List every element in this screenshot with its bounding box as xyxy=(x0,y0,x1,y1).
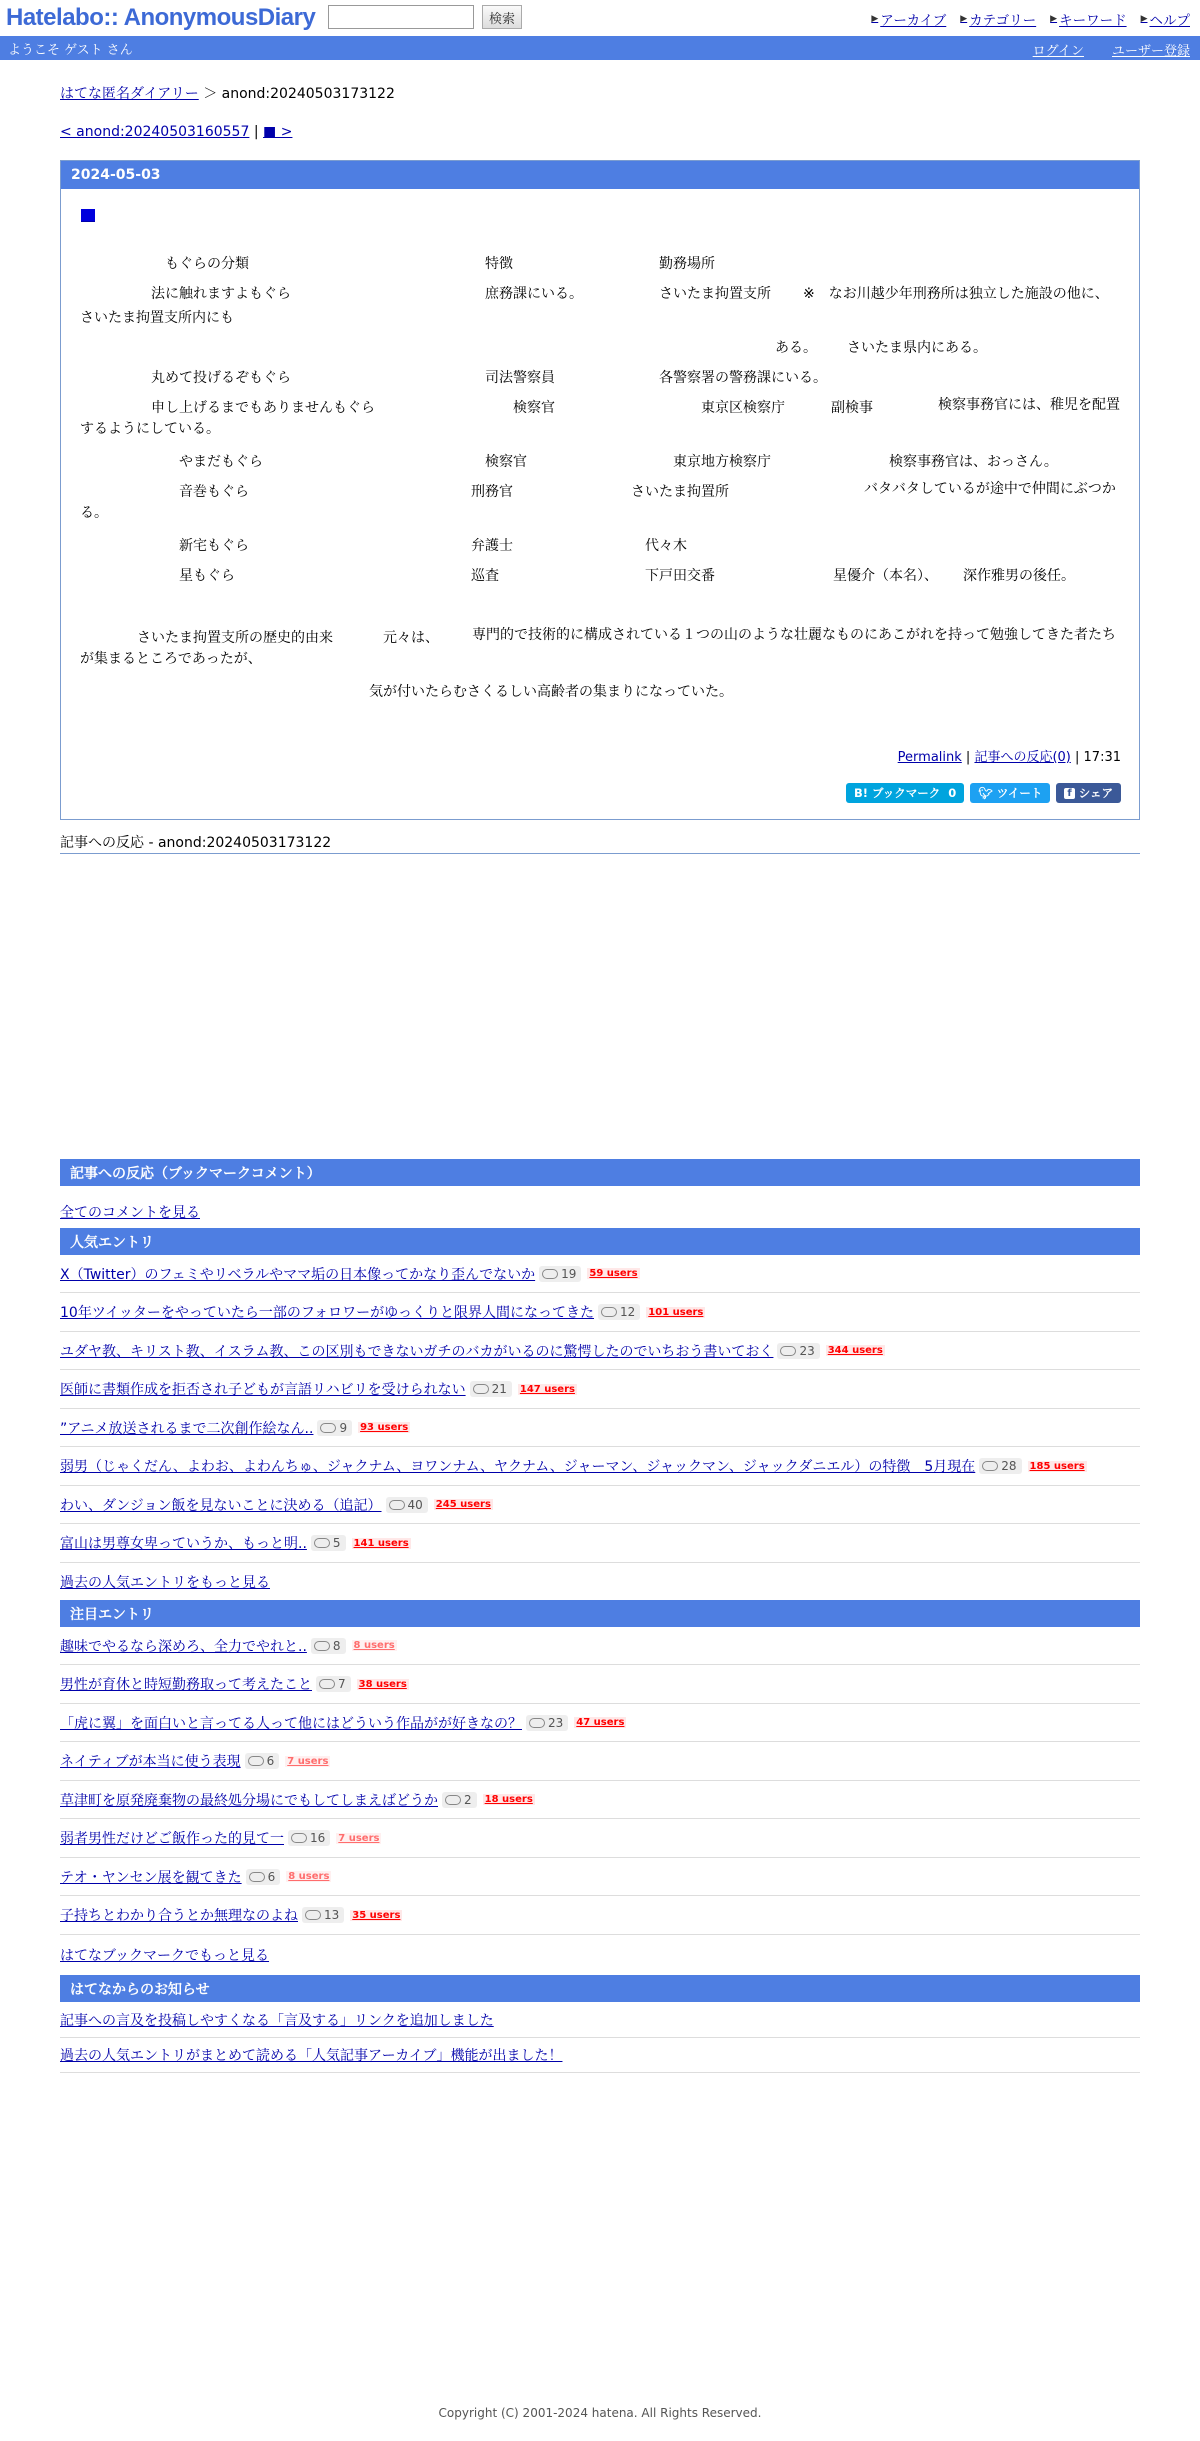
nav-keyword[interactable]: ▶ キーワード xyxy=(1050,13,1127,29)
comment-count-badge[interactable]: 5 xyxy=(311,1535,346,1551)
comment-count-badge[interactable]: 9 xyxy=(317,1420,352,1436)
top-nav xyxy=(871,9,1190,29)
bookmark-users-badge[interactable]: 344 users xyxy=(827,1345,883,1356)
comment-bubble-icon xyxy=(305,1910,321,1920)
chevron-right-icon: ▶ xyxy=(1050,14,1058,24)
entry-title-link[interactable]: 男性が育休と時短勤務取って考えたこと xyxy=(60,1677,312,1693)
notices-section-title: はてなからのお知らせ xyxy=(60,1975,1140,2002)
bookmark-users-badge[interactable]: 147 users xyxy=(519,1383,575,1395)
comment-count-badge[interactable]: 21 xyxy=(470,1381,512,1397)
comments-section-title: 記事への反応（ブックマークコメント） xyxy=(60,1159,1140,1186)
bookmark-users-badge[interactable]: 35 users xyxy=(352,1909,401,1921)
search-input[interactable] xyxy=(328,5,474,29)
entry-title-link[interactable]: 弱男（じゃくだん、よわお、よわんちゅ、ジャクナム、ヨワンナム、ヤクナム、ジャーマン、ジャックマン、ジャックダニエル）の特徴 5月現在 xyxy=(60,1459,976,1475)
copyright: Copyright (C) 2001-2024 hatena. All Rights Reserved. xyxy=(438,2406,762,2420)
comment-bubble-icon xyxy=(314,1641,330,1651)
entry-title-link[interactable]: 子持ちとわかり合うとか無理なのよね xyxy=(60,1908,298,1924)
featured-section-title: 注目エントリ xyxy=(60,1600,1140,1627)
entry-time: 17:31 xyxy=(1083,750,1121,765)
chevron-right-icon: ▶ xyxy=(960,14,968,24)
reactions-header: 記事への反応 - anond:20240503173122 xyxy=(60,832,1140,854)
comment-bubble-icon xyxy=(780,1346,796,1356)
notice-item xyxy=(60,2038,1140,2073)
nav-category[interactable]: ▶ カテゴリー xyxy=(960,13,1037,29)
comment-count-badge[interactable]: 19 xyxy=(539,1266,581,1282)
entry-row xyxy=(60,1332,1140,1370)
entry-date: 2024-05-03 xyxy=(61,161,1139,189)
bookmark-users-badge[interactable]: 47 users xyxy=(576,1717,625,1728)
comment-count-badge[interactable]: 13 xyxy=(302,1907,344,1923)
bookmark-users-badge[interactable]: 7 users xyxy=(338,1832,380,1844)
entry-row xyxy=(60,1409,1140,1447)
hatena-bookmark-button[interactable]: B! ブックマーク 0 xyxy=(846,783,964,803)
comment-bubble-icon xyxy=(319,1679,335,1689)
nav-archive[interactable]: ▶ アーカイブ xyxy=(871,13,947,29)
entry-row xyxy=(60,1486,1140,1524)
entry-row xyxy=(60,1666,1140,1704)
twitter-icon: 🐦︎ xyxy=(978,786,993,800)
notice-link[interactable]: 過去の人気エントリがまとめて読める「人気記事アーカイブ」機能が出ました！ xyxy=(60,2048,563,2064)
entry-title-link[interactable]: わい、ダンジョン飯を見ないことに決める（追記） xyxy=(60,1497,382,1514)
comment-count-badge[interactable]: 40 xyxy=(386,1497,428,1513)
nav-help[interactable]: ▶ ヘルプ xyxy=(1140,13,1190,29)
entry-row xyxy=(60,1897,1140,1935)
popular-section-title: 人気エントリ xyxy=(60,1228,1140,1255)
entry-pager: < anond:20240503160557 | ■ > xyxy=(60,124,293,140)
comment-count-badge[interactable]: 6 xyxy=(246,1869,281,1885)
notice-link[interactable]: 記事への言及を投稿しやすくなる「言及する」リンクを追加しました xyxy=(60,2013,494,2029)
bookmark-count: 0 xyxy=(948,786,957,800)
next-entry-link[interactable]: ■ > xyxy=(263,124,293,140)
facebook-icon: f xyxy=(1064,788,1074,799)
chevron-right-icon: ▶ xyxy=(871,14,879,24)
breadcrumb: はてな匿名ダイアリー ＞ anond:20240503173122 xyxy=(60,86,395,102)
entry-title-link[interactable]: X（Twitter）のフェミやリベラルやママ垢の日本像ってかなり歪んでないか xyxy=(60,1266,536,1283)
chevron-right-icon: ▶ xyxy=(1140,14,1148,24)
comment-count-badge[interactable]: 7 xyxy=(316,1676,351,1692)
entry-title-link[interactable] xyxy=(81,209,95,222)
entry-title-link[interactable]: 草津町を原発廃棄物の最終処分場にでもしてしまえばどうか xyxy=(60,1792,438,1809)
comment-count-badge[interactable]: 2 xyxy=(442,1792,477,1808)
entry-row xyxy=(60,1371,1140,1409)
comment-bubble-icon xyxy=(314,1538,330,1548)
comment-bubble-icon xyxy=(249,1872,265,1882)
comment-count-badge[interactable]: 28 xyxy=(979,1458,1021,1474)
comment-bubble-icon xyxy=(542,1269,558,1279)
bookmark-users-badge[interactable]: 141 users xyxy=(353,1537,409,1549)
entry-title-link[interactable]: 弱者男性だけどご飯作った的見て一 xyxy=(60,1831,284,1847)
entry-row xyxy=(60,1525,1140,1563)
entry-title-link[interactable]: ネイティブが本当に使う表現 xyxy=(60,1754,241,1770)
entry-title-link[interactable]: 10年ツイッターをやっていたら一部のフォロワーがゆっくりと限界人間になってきた xyxy=(60,1305,594,1321)
notice-item xyxy=(60,2003,1140,2038)
entry-footer: Permalink | 記事への反応(0) | 17:31 xyxy=(897,750,1121,765)
bookmark-users-badge[interactable]: 185 users xyxy=(1029,1460,1085,1472)
bookmark-users-badge[interactable]: 245 users xyxy=(435,1499,491,1510)
entry-title-link[interactable]: テオ・ヤンセン展を観てきた xyxy=(60,1869,242,1886)
breadcrumb-current: anond:20240503173122 xyxy=(221,86,395,102)
bookmark-users-badge[interactable]: 59 users xyxy=(589,1268,638,1279)
breadcrumb-home[interactable]: はてな匿名ダイアリー xyxy=(60,86,199,102)
bookmark-users-badge[interactable]: 18 users xyxy=(484,1794,533,1805)
comment-bubble-icon xyxy=(445,1795,461,1805)
entry-row xyxy=(60,1627,1140,1665)
bookmark-users-badge[interactable]: 93 users xyxy=(360,1422,409,1433)
entry-row xyxy=(60,1858,1140,1896)
comment-count-badge[interactable]: 23 xyxy=(526,1715,568,1731)
comment-count-badge[interactable]: 12 xyxy=(598,1304,640,1320)
entry-title-link[interactable]: 趣味でやるなら深めろ、全力でやれと.. xyxy=(60,1638,307,1655)
login-link[interactable]: ログイン xyxy=(1032,44,1084,59)
entry-row xyxy=(60,1448,1140,1486)
comment-count-badge[interactable]: 16 xyxy=(288,1830,330,1846)
share-buttons xyxy=(846,783,1121,803)
bookmark-users-badge[interactable]: 8 users xyxy=(288,1871,330,1882)
entry-row xyxy=(60,1294,1140,1332)
popular-more-link[interactable]: 過去の人気エントリをもっと見る xyxy=(60,1575,270,1591)
comment-bubble-icon xyxy=(529,1718,545,1728)
welcome-bar xyxy=(0,36,1200,60)
entry-row xyxy=(60,1743,1140,1781)
entry-title-link[interactable]: 医師に書類作成を拒否され子どもが言語リハビリを受けられない xyxy=(60,1382,466,1398)
bookmark-users-badge[interactable]: 7 users xyxy=(287,1755,329,1767)
entry-row xyxy=(60,1781,1140,1819)
top-bar xyxy=(0,0,1200,36)
register-link[interactable]: ユーザー登録 xyxy=(1111,44,1190,59)
facebook-share-button[interactable]: f シェア xyxy=(1056,783,1121,803)
entry-row xyxy=(60,1255,1140,1293)
bookmark-users-badge[interactable]: 101 users xyxy=(648,1306,704,1318)
site-logo[interactable]: Hatelabo:: AnonymousDiary xyxy=(6,4,316,31)
entry-title-link[interactable]: ”アニメ放送されるまで二次創作絵なん.. xyxy=(60,1420,314,1437)
welcome-text: ようこそ ゲスト さん xyxy=(8,42,133,58)
comment-bubble-icon xyxy=(473,1384,489,1394)
comment-count-badge[interactable]: 23 xyxy=(777,1343,819,1359)
entry-title-link[interactable]: 富山は男尊女卑っていうか、もっと明.. xyxy=(60,1536,307,1552)
comment-bubble-icon xyxy=(291,1833,307,1843)
comment-count-badge[interactable]: 8 xyxy=(311,1638,346,1654)
bookmark-users-badge[interactable]: 38 users xyxy=(358,1678,407,1690)
all-comments-link[interactable]: 全てのコメントを見る xyxy=(60,1205,200,1221)
search-button[interactable]: 検索 xyxy=(482,5,522,29)
entry-row xyxy=(60,1704,1140,1742)
entry-title-link[interactable]: 「虎に翼」を面白いと言ってる人って他にはどういう作品がが好きなの？ xyxy=(60,1715,522,1732)
prev-entry-link[interactable]: < anond:20240503160557 xyxy=(60,124,250,140)
entry-row xyxy=(60,1820,1140,1858)
featured-more-link[interactable]: はてなブックマークでもっと見る xyxy=(60,1948,270,1964)
comment-bubble-icon xyxy=(389,1500,405,1510)
permalink[interactable]: Permalink xyxy=(897,750,962,765)
bookmark-users-badge[interactable]: 8 users xyxy=(353,1640,395,1651)
comment-bubble-icon xyxy=(982,1461,998,1471)
entry-title-link[interactable]: ユダヤ教、キリスト教、イスラム教、この区別もできないガチのバカがいるのに驚愕したのでいちおう書いておく xyxy=(60,1343,774,1360)
diary-entry: 2024-05-03 もぐらの分類 特徴 勤務場所 法に触れますよもぐら 庶務課にいる。 さいたま拘置支所 ※ なお川越少年刑務所は独立した施設の他に、 さいたま拘置支所内にも ある。 さいたま県内にある。 丸めて投げるぞもぐら 司法警察員 各警察署の警務課にいる。 申し上げるまでもありませんもぐら 検察官 東京区検察庁 副検事 検察事務官には、稚児を配置するようにしている。 やまだもぐら 検察官 東京地方検察庁 検察事務官は、おっさん。 音巻もぐら 刑務官 さいたま拘置所 バタバタしているが途中で仲間にぶつかる。 新宅もぐら 弁護士 代々木 星もぐら 巡査 下戸田交番 星優介（本名）、 深作雅男の後任。 さいたま拘置支所の歴史的由来 元々は、 専門的で技術的に構成されている１つの山のような壮麗なものにあこがれを持って勉強してきた者たちが集まるところであったが、 気が付いたらむさくるしい高齢者の集まりになっていた。 Permalink | 記事への反応(0) | 17:31 B! ブックマーク 0 🐦︎ ツイート f シェア xyxy=(60,160,1140,820)
comment-count-badge[interactable]: 6 xyxy=(245,1753,280,1769)
comment-bubble-icon xyxy=(320,1423,336,1433)
comment-bubble-icon xyxy=(601,1307,617,1317)
tweet-button[interactable]: 🐦︎ ツイート xyxy=(970,783,1050,803)
comment-bubble-icon xyxy=(248,1756,264,1766)
reactions-link[interactable]: 記事への反応(0) xyxy=(974,750,1071,765)
